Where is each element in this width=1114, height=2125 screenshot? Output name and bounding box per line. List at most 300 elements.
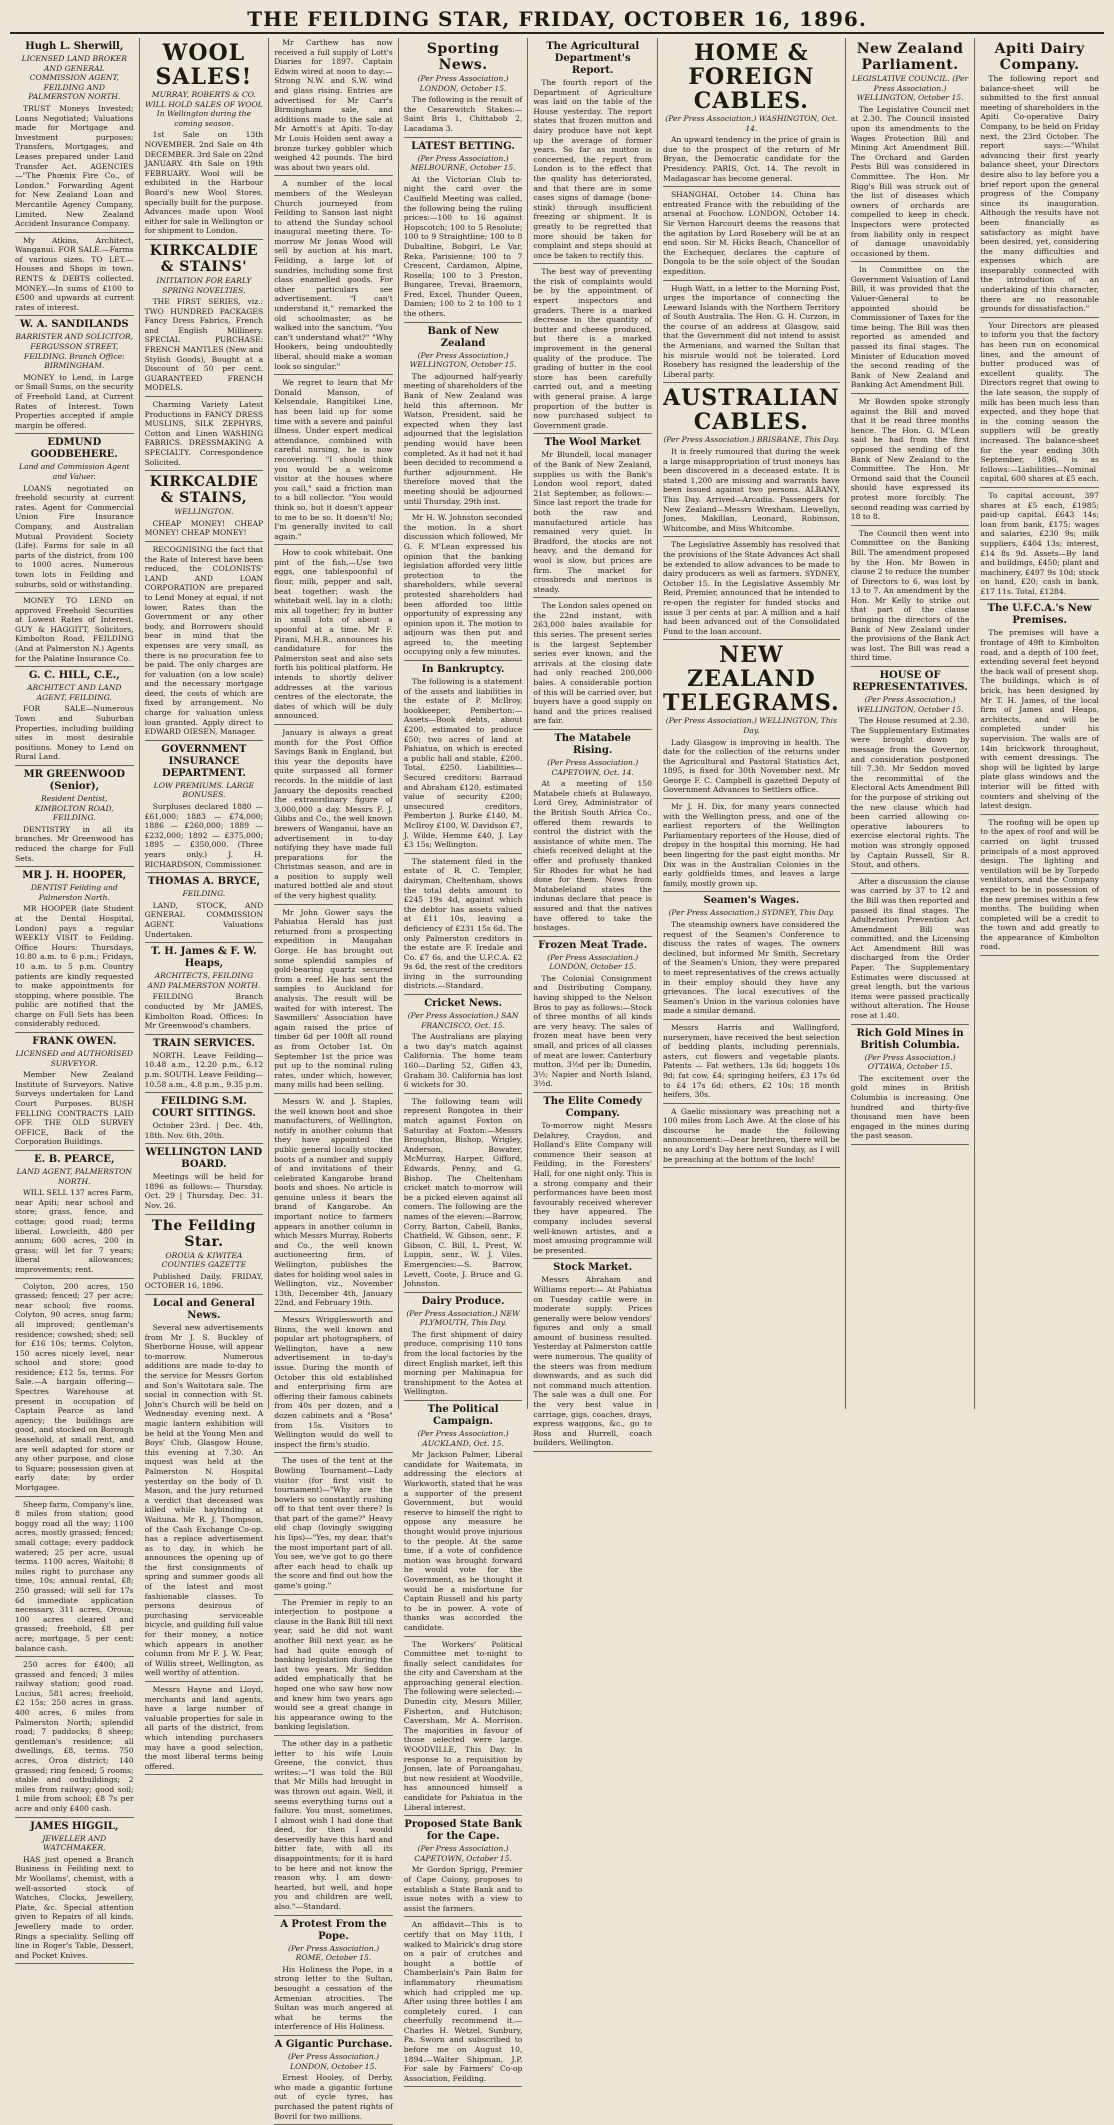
article	[274, 548, 393, 721]
article-heading: MR J. H. HOOPER,	[22, 870, 127, 882]
column-rule	[145, 396, 264, 397]
column-rule	[980, 814, 1099, 815]
article-body: FEILDING Branch conducted by Mr JAMES, Kimbolton Road. Offices: In Mr Greenwood's chambers.	[144, 992, 264, 1031]
article-subheading: WELLINGTON.	[174, 507, 234, 517]
article-subheading: (Per Press Association.) SYDNEY, This Day.	[668, 908, 835, 918]
article-heading: HOME & FOREIGN CABLES.	[688, 40, 815, 114]
article-heading: TRAIN SERVICES.	[152, 1037, 255, 1049]
article	[274, 38, 393, 172]
column-rule	[533, 1258, 652, 1259]
article	[15, 596, 134, 663]
article	[15, 41, 134, 229]
article-subheading: LICENSED and AUTHORISED SURVEYOR.	[15, 1049, 133, 1068]
article	[404, 1920, 523, 2083]
article-body: Messrs Harris and Wallingford, nurserymen, have received the best selection of bedding plants, including perennials, asters, cut flowers and vegetable plants. Patents — Fat wethers, 13s 6d; hoggets 10s 9d; fat cow, £4; springing heifers, £3 17s 6d to £4 17s 6d; others, £2 10s; 18 month heifers, 30s.	[662, 1022, 840, 1100]
article-subheading: MURRAY, ROBERTS & CO. WILL HOLD SALES OF WOOL In Wellington during the coming season.	[144, 90, 263, 128]
column-rule	[404, 137, 523, 138]
article-heading: New Zealand Parliament.	[856, 41, 964, 73]
column-rule	[980, 487, 1099, 488]
article-body: To capital account, 397 shares at £5 each, £1985; paid-up capital, £643 14s; loan from bank, £175; wages and salaries, £230 9s; milk suppliers, £404 13s; interest, £14 8s 9d. Assets—By land and buildings, £450; plant and machinery, £497 9s 10d; stock on hand, £20; cash in bank, £17 11s. Total, £1284.	[980, 490, 1099, 596]
article	[274, 728, 393, 901]
column-rule	[15, 1963, 134, 1964]
article	[274, 1919, 393, 2032]
column-rule	[145, 872, 264, 873]
article	[15, 769, 134, 863]
article	[663, 284, 840, 380]
article-body: The excitement over the gold mines in British Columbia is increasing. One hundred and thirty-five thousand men have been engaged in the mines during the past season.	[850, 1073, 970, 1141]
column-4	[398, 38, 528, 2083]
column-rule	[533, 597, 652, 598]
article-body: Messrs Abraham and Williams report:— At Pahiatua on Tuesday cattle were in moderate supply. Prices generally were below vendors' figures and only a small amount of business resulted. Yesterday at Palmerston cattle were numerous. The quality of the steers was from medium downwards, and as such did not command much attention. The sale was a dull one. For the very best value in carriage, gigs, coaches, drays, express waggons, &c., go to Ross and Hurrell, coach builders, Wellington.	[533, 1275, 652, 1448]
article	[663, 41, 840, 183]
article-body: The Legislative Council met at 2.30. The Council insisted upon its amendments to the Wages Protection Bill and Mining Act Amendment Bill. The Orchard and Garden Pests Bill was considered in Committee. The Hon. Mr Rigg's Bill was struck out of the list of diseases which owners of orchards are compelled to keep in check. Inspectors were protected from liability only in respect of damage unavoidably occasioned by them.	[850, 104, 970, 258]
article-subheading: (Per Press Association.) LONDON, October 15.	[287, 2051, 380, 2071]
article-body: The Workers' Political Committee met to-night to finally select candidates for the city and Caversham at the approaching general election. The following were selected:—Dunedin city, Messrs Miller, Fisherton, and Hutchison; Caversham, Mr A. Morrison. The majorities in favour of those selected were large. WOODVILLE, This Day. In response to a requisition by Jonsen, late of Poroangahau, but now resident at Woodville, has announced himself a candidate for Pahiatua in the Liberal interest.	[403, 1639, 523, 1812]
article-subheading: ARCHITECTS, FEILDING AND PALMERSTON NORTH.	[147, 971, 261, 990]
article	[663, 643, 840, 795]
article	[404, 1404, 523, 1632]
article-heading: KIRKCALDIE & STAINS,	[149, 474, 259, 507]
article-heading: JAMES HIGGIL,	[30, 1820, 119, 1832]
column-rule	[145, 942, 264, 943]
article-heading: A Protest From the Pope.	[280, 1918, 387, 1942]
article	[533, 437, 652, 594]
article-body: Mr J. H. Dix, for many years connected with the Wellington press, and one of the earliest reporters of the Wellington Parliamentary reporters of the House, died of dropsy in the hospital this morning. He had been lingering for the past eight months. Mr Dix was in the Australian Colonies in the early goldfields times, and leaves a large family, mostly grown up.	[662, 802, 840, 888]
article	[274, 1097, 393, 1308]
column-rule	[663, 280, 840, 281]
article-heading: The Political Campaign.	[427, 1404, 499, 1428]
article	[274, 1598, 393, 1732]
article	[15, 319, 134, 430]
article-body: Hugh Watt, in a letter to the Morning Post, urges the importance of connecting the Leeward Islands with the Northern Territory of South Australia. The Hon. G. H. Curzon, in the course of an address at Glasgow, said that the Government did not intend to assist the Armenians, and warned the Sultan that his misrule would not be tolerated. Lord Rosebery has resigned the leadership of the Liberal party.	[662, 283, 840, 379]
column-rule	[404, 2086, 523, 2087]
article	[15, 670, 134, 762]
article-body: The fourth report of the Department of Agriculture was laid on the table of the House yesterday. The report states that frozen mutton and dairy produce have not kept up the average of former years. So far as mutton is concerned, the report from London is to the effect that the quality has deteriorated, and that there are in some cases signs of damage (bone-stink) through insufficient freezing or shipment. It is greatly to be regretted that more should be taken for complaint and steps should at once be taken to rectify this.	[533, 78, 652, 260]
article-body: MONEY TO LEND on approved Freehold Securities at Lowest Rates of Interest. GUY & HAGGITT, Solicitors, Kimbolton Road, FEILDING (And at Palmerston N.) Agents for the Palatine Insurance Co.	[15, 596, 134, 663]
column-rule	[15, 433, 134, 434]
article-subheading: ARCHITECT AND LAND AGENT, FEILDING.	[27, 683, 122, 702]
column-rule	[15, 666, 134, 667]
column-rule	[145, 1294, 264, 1295]
article	[145, 1298, 264, 1678]
article-heading: WELLINGTON LAND BOARD.	[145, 1147, 263, 1171]
article-subheading: FEILDING.	[182, 889, 226, 899]
article-heading: EDMUND GOODBEHERE.	[30, 437, 118, 461]
column-rule	[145, 1774, 264, 1775]
column-rule	[533, 433, 652, 434]
article-body: TRUST Moneys Invested; Loans Negotiated; Valuations made for Mortgage and Investment purposes; Transfers, Mortgages, and Leases prepared under Land Transfer Act. AGENCIES—"The Phœnix Fire Co., of London." Forwarding Agent for New Zealand Loan and Mercantile Agency Company, Limited. New Zealand Accident Insurance Company.	[15, 103, 134, 229]
column-rule	[663, 891, 840, 892]
article-heading: The Matabele Rising.	[554, 733, 632, 756]
article-subheading: (Per Press Association.) WELLINGTON, This Day.	[665, 716, 837, 735]
column-rule	[851, 873, 970, 874]
article-body: Messrs W. and J. Staples, the well known boot and shoe manufacturers, of Wellington, notify in another column that they have appointed the public general locally stocked boots of a number and supply of and invitations of their celebrated Kangarobe brand boots and shoes. No article is genuine unless it bears the brand of Kangarobe. An important notice to farmers appears in another column in which Messrs Murray, Roberts and Co., the well known auctioneering firm, of Wellington, publishes the dates for holding wool sales in Wellington, viz., November 13th, December 4th, January 22nd, and February 19th.	[274, 1096, 393, 1308]
column-rule	[145, 1214, 264, 1215]
article	[851, 877, 970, 1021]
column-8	[974, 38, 1104, 1409]
article-heading: The Wool Market	[544, 437, 641, 449]
article	[145, 400, 264, 467]
column-rule	[145, 470, 264, 471]
column-rule	[274, 904, 393, 905]
column-rule	[404, 1916, 523, 1917]
article-subheading: (Per Press Association.) ROME, October 15.	[287, 1943, 380, 1963]
article	[851, 670, 970, 870]
article-body: CHEAP MONEY! CHEAP MONEY! CHEAP MONEY!	[144, 518, 264, 538]
column-rule	[851, 666, 970, 667]
column-rule	[274, 724, 393, 725]
article	[145, 744, 264, 869]
column-rule	[15, 315, 134, 316]
column-rule	[274, 1311, 393, 1312]
article-body: Mr Gordon Sprigg, Premier of Cape Colony, proposes to establish a State Bank and to issue notes with a view to assist the farmers.	[403, 1865, 523, 1913]
column-rule	[404, 660, 523, 661]
column-rule	[274, 1093, 393, 1094]
article	[15, 1036, 134, 1147]
article-body: In Committee on the Government Valuation of Land Bill, it was provided that the Valuer-General to be appointed should be Commissioner of Taxes for the time being. The Bill was then reported as amended and passed its final stages. The Minister of Education moved the second reading of the Bank of New Zealand and Banking Act Amendment Bill.	[850, 265, 970, 390]
article-body: MR HOOPER (late Student at the Dental Hospital, London) pays a regular WEEKLY VISIT to Feilding. Office Hours: Thursdays, 10.80 a.m. to 6 p.m.; Fridays, 10 a.m. to 5 p.m. Country patients are kindly requested to make appointments for stopping, where possible. The public are notified that the charge on Full Sets has been considerably reduced.	[15, 904, 134, 1029]
article-heading: FEILDING S.M. COURT SITTINGS.	[152, 1096, 256, 1120]
article	[404, 141, 523, 319]
article-subheading: Resident Dentist, KIMBOLTON ROAD, FEILDING.	[34, 794, 114, 823]
article	[663, 190, 840, 276]
article-body: The roofing will be open up to the apex of roof and will be carried on light trussed principals of a most approved design. The lighting and ventilation will be by Torpedo ventilators, and the Company expect to be in possession of the new premises within a few months. The building when completed will be a credit to the town and add greatly to the appearance of Kimbolton road.	[980, 817, 1099, 952]
article	[15, 1154, 134, 1275]
column-rule	[15, 765, 134, 766]
column-rule	[663, 639, 840, 640]
article-subheading: LOW PREMIUMS. LARGE BONUSES.	[153, 780, 255, 800]
article-body: SHANGHAI, October 14. China has entreated France with the rebuilding of the arsenal at Foochow. LONDON, October 14. Sir Vernon Harcourt deems the reasons that the agitation by Lord Rosebery will be at an end soon. Sir M. Hicks Beach, Chancellor of the Exchequer, declares the capture of Dongola to be the sole object of the Soudan expedition.	[662, 190, 840, 276]
article	[145, 876, 264, 939]
article	[663, 1107, 840, 1165]
article-body: Charming Variety Latest Productions in FANCY DRESS MUSLINS, SILK ZEPHYRS, Cotton and Linen WASHING FABRICS. DRESSMAKING A SPECIALTY. Correspondence Solicited.	[144, 400, 264, 467]
article	[145, 1096, 264, 1140]
column-rule	[980, 317, 1099, 318]
article-body: DENTISTRY in all its branches. Mr Greenwood has reduced the charge for Full Sets.	[15, 824, 134, 863]
article-body: The first shipment of dairy produce, comprising 110 tons from the local factories by the direct English market, left this morning per Mahinapua for transhipment to the Aotea at Wellington.	[403, 1329, 523, 1397]
column-rule	[145, 541, 264, 542]
column-7	[845, 38, 975, 1409]
article-body: The House resumed at 2.30. The Supplementary Estimates were brought down by message from the Governor, and consideration postponed till 7.30. Mr Seddon moved the recommittal of the Electoral Acts Amendment Bill for the purpose of striking out the new clause which had been carried allowing co-operative labourers to exercise electoral rights. The motion was strongly opposed by Captain Russell, Sir R. Stout, and others.	[850, 716, 970, 870]
article-body: An affidavit—This is to certify that on May 11th, I walked to Malrick's drug store on a pair of crutches and bought a bottle of Chamberlain's Pain Balm for inflammatory rheumatism which had crippled me up. After using three bottles I am completely cured. I can cheerfully recommend it.—Charles H. Wetzel, Sunbury, Pa. Sworn and subscribed to before me on August 10, 1894.—Walter Shipman, J.P. For sale by Farmers' Co-op Association, Feilding.	[403, 1920, 523, 2083]
article-subheading: (Per Press Association.) LONDON, October 15.	[547, 952, 639, 972]
column-rule	[404, 322, 523, 323]
column-1	[10, 38, 139, 1960]
article-body: An upward tendency in the price of grain is due to the prospect of the return of Mr Bryan, the Democratic candidate for the Presidency. PARIS, Oct. 14. The revolt in Madagascar has become general.	[662, 135, 840, 183]
article-subheading: (Per Press Association.) OTTAWA, October 15.	[864, 1052, 956, 1072]
column-rule	[274, 544, 393, 545]
column-rule	[404, 1292, 523, 1293]
article-body: Mr Jackson Palmer, Liberal candidate for Waitemata, in addressing the electors at Warkworth, stated that he was a supporter of the present Government, but would reserve to himself the right to oppose any measure he thought would prove injurious to the people. At the same time, if a vote of confidence motion was brought forward he would vote for the Government, as he thought it would be a misfortune for Captain Russell and his party to be in power. A vote of thanks was accorded the candidate.	[403, 1450, 523, 1632]
article-heading: WOOL SALES!	[155, 40, 253, 90]
article-body: October 23rd. | Dec. 4th, 18th. Nov. 6th, 20th.	[144, 1121, 264, 1140]
article-body: The following team will represent Rongotea in their match against Foxton on Saturday at Foxton:—Messrs Broughton, Bishop, Wrigley, Anderson, Bowater, McMurray, Harper, Gifford, Edwards, Penny, and G. Bishop. The Cheltenham cricket match to-morrow will be a picked eleven against all comers. The following are the names of the eleven:—Barrow, Corry, Barton, Cabell, Banks, Chatfield, W. Gibson, senr., F. Gibson, C. Bill, L. Prest, W. Luppin, senr., W. J. Viles. Emergencies:—S. Barrow, Levett, Coote, J. Bruce and G. Johnston.	[403, 1096, 523, 1289]
column-rule	[404, 853, 523, 854]
column-rule	[15, 232, 134, 233]
article-body: The adjourned half-yearly meeting of shareholders of the Bank of New Zealand was held this afternoon. Mr Watson, President, said he expected when they last adjourned that the legislation pending would have been completed. As it had not it had been decided to recommend a further adjournment. He therefore moved that the meeting should be adjourned until Thursday, 29th inst.	[403, 371, 523, 506]
article-body: The Australians are playing a two day's match against California. The home team 160—Darling 52, Giffen 43, Graham 30. California has lost 6 wickets for 30.	[403, 1032, 523, 1090]
article-body: Your Directors are pleased to inform you that the factory has been run on economical lines, and the amount of butter produced was of excellent quality. The Directors regret that owing to the late season, the supply of milk has been much less than expected, and they hope that in the coming season the suppliers will be greatly increased. The balance-sheet for the year ending 30th September, 1896, is as follows:—Liabilities—Nominal capital, 600 shares at £5 each.	[980, 320, 1099, 484]
article-body: The statement filed in the estate of R. C. Templer, dairyman, Cheltenham, shows the total debts amount to £245 19s 4d, against which the debtor has assets valued at £11 10s, leaving a deficiency of £231 15s 6d. The only Palmerston creditors in the estate are F. Iredale and Co. £7 6s, and the U.F.C.A. £2 9s 6d, the rest of the creditors living in the surrounding districts.—Standard.	[403, 856, 523, 991]
column-rule	[663, 1019, 840, 1020]
article-heading: Hugh L. Sherwill,	[25, 41, 124, 52]
column-rule	[15, 1032, 134, 1033]
article-heading: Cricket News.	[424, 998, 502, 1010]
article-body: NORTH. Leave Feilding—10.48 a.m., 12.20 p.m., 6.12 p.m. SOUTH. Leave Feilding—10.58 a.m., 4.8 p.m., 9.35 p.m.	[144, 1050, 264, 1089]
article-subheading: (Per Press Association.) AUCKLAND, Oct. 15.	[417, 1429, 509, 1448]
article	[404, 664, 523, 850]
article	[663, 895, 840, 1016]
article-heading: T. H. James & F. W. Heaps,	[151, 946, 257, 970]
article-heading: AUSTRALIAN CABLES.	[662, 385, 840, 436]
column-rule	[145, 740, 264, 741]
article-subheading: (Per Press Association.) SAN FRANCISCO, Oct. 15.	[407, 1011, 519, 1030]
column-rule	[404, 994, 523, 995]
article-heading: Local and General News.	[152, 1298, 255, 1322]
masthead-title: THE FEILDING STAR, FRIDAY, OCTOBER 16, 1896.	[10, 6, 1104, 34]
column-rule	[404, 509, 523, 510]
article-body: Surpluses declared 1880 — £61,000; 1883 — £74,000; 1886 — £260,000; 1889 — £232,000; 1892 — £375,000; 1895 — £350,000. (Three years only.) J. H. RICHARDSON, Commissioner.	[144, 802, 264, 869]
article	[145, 1218, 264, 1291]
article	[145, 474, 264, 538]
article	[274, 1315, 393, 1449]
column-rule	[533, 729, 652, 730]
article-body: Ernest Hooley, of Derby, who made a gigantic fortune out of cycle tyres, has purchased the patent rights of Bovril for two millions.	[274, 2073, 393, 2121]
article	[980, 321, 1099, 484]
article-body: The Council then went into Committee on the Banking Bill. The amendment proposed by the Hon. Mr Bowen in clause 2 to reduce the number of Directors to 6, was lost by 13 to 7. An amendment by the Hon. Mr Kelly to strike out that part of the clause bringing the directors of the Bank of New Zealand under the provisions of the Bank Act was lost. The Bill was read a third time.	[850, 528, 970, 663]
article	[15, 236, 134, 313]
article-heading: Apiti Dairy Company.	[994, 41, 1085, 73]
article-body: Mr John Gower says the Pahiatua Herald has just returned from a prospecting expedition in Maugahan Gorge. He has brought out some splendid samples of gold-bearing quartz secured from a reef. He has sent the samples to Auckland for analysis. The result will be waited for with interest. The Sawmillers' Association have again raised the price of timber 6d per 100ft all round as from October 1st. On September 1st the price was put up to the nominal ruling rates, under which, however, many mills had been selling.	[274, 907, 393, 1090]
article-heading: THOMAS A. BRYCE,	[147, 876, 261, 888]
column-5	[527, 38, 657, 1448]
article-heading: GOVERNMENT INSURANCE DEPARTMENT.	[161, 743, 247, 779]
article	[663, 1023, 840, 1100]
article-subheading: LEGISLATIVE COUNCIL. (Per Press Association.) WELLINGTON, October 15.	[852, 74, 969, 103]
column-rule	[15, 866, 134, 867]
article	[404, 1296, 523, 1397]
article	[145, 545, 264, 737]
article	[533, 1096, 652, 1255]
article-body: LOANS negotiated on freehold security at current rates. Agent for Commercial Union Fire Insurance Company, and Australian Mutual Provident Society (Life). Farms for sale in all parts of the district, from 100 to 1000 acres. Numerous town lots in Feilding and suburbs, sold or withstanding.	[15, 483, 134, 589]
column-rule	[851, 1024, 970, 1025]
article	[15, 437, 134, 589]
article-body: The Premier in reply to an interjection to postpone a clause in the Bank Bill till next year, said he did not want another Bill next year, as he had had quite enough of banking legislation during the last two years. Mr Seddon added emphatically that he hoped one who saw how now and knew him two years ago would see a great change in his appearance owing to the banking legislation.	[274, 1597, 393, 1732]
column-rule	[15, 1817, 134, 1818]
article-body: It is freely rumoured that during the week a large misappropriation of trust moneys has been discovered in a deceased estate. It is stated 1,200 are missing and warrants have been issued against two persons. ALBANY, This Day. Arrived—Arcadia. Passengers for New Zealand—Messrs Wrexham, Llewellyn, Jones, Makillan, Leonard, Robinson, Whitcombe, and Miss Whitcombe.	[662, 447, 840, 533]
article-body: HAS just opened a Branch Business in Feilding next to Mr Woollams', chemist, with a well-assorted stock of Watches, Clocks, Jewellery, Plate, &c. Special attention given to Repairs of all kinds. Jewellery made to order. Rings a speciality. Selling off line in Roger's Table, Dessert, and Pocket Knives.	[15, 1854, 134, 1960]
article	[145, 41, 264, 236]
article-body: 250 acres for £400; all grassed and fenced; 3 miles railway station; good road. Lucius, 581 acres; freehold, £2 15s; 250 acres in grass. 400 acres, 6 miles from Palmerston North; splendid road; 7 paddocks; 8 sheep; gentleman's residence; all dwellings, £8, terms. 750 acres, Oroa district; 140 grassed; ring fenced; 5 rooms; stable and outbuildings; 2 miles from railway; good soil; 1 mile from school; £8 7s per acre and only £400 cash.	[15, 1660, 134, 1813]
article-subheading: (Per Press Association.) LONDON, October 15.	[417, 74, 509, 93]
article	[851, 397, 970, 522]
article-body: The following report and balance-sheet will be submitted to the first annual meeting of shareholders in the Apiti Co-operative Dairy Company, to be held on Friday next, the 23rd October. The report says:—"Whilst advancing their first yearly balance sheet, your Directors desire also to lay before you a brief report upon the general progress of the Company since its inauguration. Although the results have not been financially as satisfactory as might have been desired, yet, considering the many difficulties and expenses which are inseparably connected with the introduction of an undertaking of this character, there are no reasonable grounds for dissatisfaction."	[980, 74, 1099, 314]
article-heading: Seamen's Wages.	[703, 895, 800, 907]
column-rule	[15, 1150, 134, 1151]
column-rule	[851, 261, 970, 262]
article-body: After a discussion the clause was carried by 37 to 12 and the Bill was then reported and passed its final stages. The Adulteration Prevention Act Amendment Bill was committed, and the Licensing Act Amendment Bill was discharged from the Order Paper. The Supplementary Estimates were discussed at great length, but the various items were passed practically without alteration. The House rose at 1.40.	[850, 876, 970, 1021]
article-body: At the Victorian Club to-night the card over the Caulfield Meeting was called, the following being the ruling prices:—100 to 16 against Hopscotch; 100 to 5 Resolute; 100 to 9 Straightline; 100 to 8 Dubaltine, Bobgirl, Le Var, Reka, Parisienne; 100 to 7 Crescent, Cardamon, Alpine, Rosella; 100 to 3 Preston, Bungaree, Trevai, Braemorn, Fred, Excel, Thunder Queen, Damien; 100 to 2 to 100 to 1 the others.	[403, 174, 523, 319]
column-rule	[15, 1496, 134, 1497]
article-subheading: LICENSED LAND BROKER AND GENERAL COMMISSION AGENT, FEILDING AND PALMERSTON NORTH.	[21, 54, 127, 102]
article-body: Several new advertisements from Mr J. S. Buckley of Sherborne House, will appear to-morrow. Numerous additions are made to-day to the service for Messrs Gorton and Son's Waitotara sale. The social in connection with St. John's Church will be held on Wednesday evening next. A magic lantern exhibition will be held at the Young Men and Boys' Club, Glasgow House, this evening at 7.30. An inquest was held at the Palmerston N. Hospital yesterday on the body of D. Mason, and the jury returned a verdict that deceased was killed while haybinding at Waituna. Mr R. J. Thompson, of the Cash Exchange Co-op. has a replace advertisement as to day, in which he announces the opening up of the first consignments of spring and summer goods all of the latest and most fashionable classes. To persons desirous of purchasing serviceable bicycle, and guilding full value for their money, a notice which appears in another column from Mr F. J. W. Fear, of Willis street, Wellington, as well worthy of attention.	[144, 1323, 264, 1678]
article-body: A Gaelic missionary was preaching not a 100 miles from Loch Awe. At the close of his discourse he made the following announcement:—Dear brethren, there will be no any Lord's Day here next Sunday, as I will be preaching at the bottom of the loch!	[662, 1106, 840, 1164]
article-body: Mr H. W. Johnston seconded the motion. In a short discussion which followed, Mr G. F. M'Lean expressed his opinion that the banking legislation afforded very little protection to the shareholders, while several protested shareholders had been afforded too little opportunity of expressing any opinion upon it. The motion to adjourn was then put and agreed to, the meeting occupying only a few minutes.	[403, 513, 523, 657]
article-body: The best way of preventing the risk of complaints would be by the appointment of expert inspectors and graders. There is a marked decrease in the quantity of butter and cheese produced, but there is a marked improvement in the general quality of the produce. The grading of butter in the cool store has been carefully carried out, and a meeting with general praise. A large proportion of the butter is now purchased subject to Government grade.	[533, 267, 652, 430]
column-rule	[145, 1143, 264, 1144]
article-body: LAND, STOCK, AND GENERAL COMMISSION AGENT. Valuations Undertaken.	[144, 900, 264, 939]
article-body: Messrs Hayne and Lloyd, merchants and land agents, have a large number of valuable properties for sale in all parts of the district, from which intending purchasers may have a good selection, the most liberal terms being offered.	[144, 1685, 264, 1771]
article	[851, 529, 970, 663]
article-body: The following is the result of the Cesarewitch Stakes:—Saint Bris 1, Chittabob 2, Lacadama 3.	[403, 95, 523, 133]
article-subheading: DENTIST Feilding and Palmerston North.	[30, 883, 118, 902]
article	[145, 1147, 264, 1210]
article-subheading: (Per Press Association.) WELLINGTON, October 15.	[856, 695, 964, 714]
article-body: My Atkins, Architect, Wanganui. FOR SALE.—Farms of various sizes. TO LET.—Houses and Shops in town. RENTS & DEBTS collected. MONEY.—In sums of £100 to £500 and upwards at current rates of interest.	[15, 235, 134, 312]
article-body: To-morrow night Messrs Delahrey, Craydon, and Holland's Elite Company will commence their season at Feilding, in the Foresters' Hall, for one night only. This is a strong company and their performances have been most favourably received wherever they have appeared. The company includes several well-known artistes, and a most amusing programme will be presented.	[533, 1121, 652, 1255]
column-rule	[663, 798, 840, 799]
column-2	[139, 38, 269, 1771]
article-heading: FRANK OWEN.	[32, 1036, 117, 1048]
article-heading: Rich Gold Mines in British Columbia.	[856, 1027, 964, 1051]
article-heading: Dairy Produce.	[421, 1295, 505, 1307]
article-heading: G. C. HILL, C.E.,	[28, 670, 120, 682]
column-rule	[274, 1452, 393, 1453]
article-body: His Holiness the Pope, in a strong letter to the Sultan, besought a cessation of the Armenian atrocities. The Sultan was much angered at what he terms the interference of His Holiness.	[274, 1964, 393, 2032]
article-heading: KIRKCALDIE & STAINS'	[149, 242, 259, 275]
column-rule	[533, 936, 652, 937]
article-subheading: (Per Press Association.) WELLINGTON, October 15.	[409, 350, 517, 370]
article-body: Colyton, 200 acres, 150 grassed; fenced; 27 per acre; near school; five rooms. Colyton, 90 acres, snug farm; all improved; gentleman's residence; cowshed; shed; sell for £16 10s; terms. Colyton, 150 acres nicely level, near school and store; good residence; £12 5s, terms. For Sale.—A bargain offering—Spectres Warehouse at present in occupation of Captain Pearce as land agency; the buildings are good, and stocked on Borough leasehold, at small rent, and are well adapted for store or any other purpose, and close to Square; possession given at early date; by order Mortgagee.	[15, 1281, 134, 1492]
article	[980, 41, 1099, 314]
column-rule	[274, 1594, 393, 1595]
column-rule	[274, 374, 393, 375]
article-body: Published Daily. FRIDAY, OCTOBER 16, 1896.	[144, 1271, 264, 1291]
article-subheading: Land and Commission Agent and Valuer.	[19, 462, 130, 481]
article	[145, 243, 264, 393]
article	[274, 2039, 393, 2121]
column-6	[657, 38, 845, 1409]
article-subheading: BARRISTER AND SOLICITOR, FERGUSSON STREET, FEILDING. Branch Office: BIRMINGHAM.	[15, 332, 134, 371]
article-heading: LATEST BETTING.	[411, 140, 515, 152]
article	[15, 1500, 134, 1654]
article	[404, 1819, 523, 1913]
article-subheading: OROUA & KIWITEA COUNTIES GAZETTE	[161, 1250, 247, 1270]
article	[533, 733, 652, 933]
article-body: The Colonial Consignment and Distributing Company, having shipped to the Nelson Bros to pay as follows:—Stock of three months of all kinds are very heavy. The sales of frozen meat have been very small, and prices of all classes of meat are lower. Canterbury mutton, 3½d per lb; Dunedin, 3½; Napier and North Island, 3½d.	[533, 973, 652, 1089]
article-subheading: LAND AGENT, PALMERSTON NORTH.	[16, 1167, 132, 1186]
article-heading: HOUSE OF REPRESENTATIVES.	[852, 670, 968, 694]
article	[404, 1640, 523, 1813]
article-heading: The Feilding Star.	[151, 1217, 256, 1250]
article-heading: Stock Market.	[553, 1262, 633, 1274]
article	[533, 1262, 652, 1448]
article-subheading: (Per Press Association.) WASHINGTON, Oct. 14.	[665, 114, 838, 133]
article-subheading: (Per Press Association.) BRISBANE, This Day.	[663, 435, 840, 445]
article	[980, 818, 1099, 952]
article-body: The other day in a pathetic letter to his wife Louis Greene, the convict, thus writes:—"I was told the Bill that Mr Mills had brought in was thrown out again. Well, it seems everything turns out a failure. You must, sometimes, I almost wish I had done that deed, for then I would deservedly have this hard and bitter fate, with all its disappointments; for it is hard to be here and not know the reason why. I am down-hearted, but well, and hope you and children are well, also."—Standard.	[274, 1738, 393, 1912]
article-body: Mr Blundell, local manager of the Bank of New Zealand, supplies us with the Bank's London wool report, dated 21st September, as follows:—Since last report the trade for both the raw and manufactured article has remained very quiet. In Bradford, the stocks are not heavy, and the demand for wool is slow, but prices are firm. The market for crossbreds and merinos is steady.	[533, 450, 652, 594]
column-rule	[980, 955, 1099, 956]
article-heading: Bank of New Zealand	[427, 325, 499, 349]
article	[533, 601, 652, 726]
article-body: Mr Carthew has now received a full supply of Lott's Diaries for 1897. Captain Edwin wired at noon to day:—Strong N.W. and S.W. wind and glass rising. Entries are advertised for Mr Carr's Birmingham sale, and additions made to the sale at Mr Arnott's at Apiti. To-day Mr Louis Holden sent away a bronze turkey gobbler which weighed 42 pounds. The bird was about two years old.	[274, 38, 393, 172]
article	[663, 386, 840, 533]
column-rule	[145, 1681, 264, 1682]
article	[404, 998, 523, 1090]
column-rule	[15, 1656, 134, 1657]
article	[145, 1038, 264, 1089]
column-rule	[274, 2035, 393, 2036]
article-body: THE FIRST SERIES, viz.: TWO HUNDRED PACKAGES Fancy Dress Fabrics, French and English Millinery. SPECIAL PURCHASE: FRENCH MANTLES (New and Stylish Goods), Bought at a Discount of 50 per cent. GUARANTEED FRENCH MODELS.	[144, 297, 264, 393]
article	[533, 940, 652, 1089]
column-rule	[145, 1034, 264, 1035]
article-body: The steamship owners have considered the request of the Seamen's Conference to discuss the rates of wages. The owners declined, but informed Mr Smith, Secretary of the Seamen's Union, they were prepared to meet representatives of the crews actually in their employ should they have any grievances. The local executives of the Seamen's Union in the various colonies have made a similar demand.	[662, 920, 840, 1016]
article	[274, 179, 393, 371]
article	[404, 513, 523, 657]
article-body: Member New Zealand Institute of Surveyors. Native Surveys undertaken for Land Court Purposes. BUSH FELLING CONTRACTS LAID OFF. THE OLD SURVEY OFFICE, Back of the Corporation Buildings.	[15, 1070, 134, 1147]
article	[404, 1097, 523, 1289]
article	[274, 1739, 393, 1912]
column-3	[268, 38, 398, 2121]
column-rule	[663, 1103, 840, 1104]
article	[851, 265, 970, 390]
article	[533, 267, 652, 430]
column-rule	[404, 1093, 523, 1094]
column-rule	[15, 1278, 134, 1279]
article	[663, 540, 840, 636]
article-heading: A Gigantic Purchase.	[274, 2038, 393, 2050]
article-heading: The Elite Comedy Company.	[543, 1096, 642, 1119]
article-body: RECOGNISING the fact that the Rate of Interest have been reduced, the COLONISTS' LAND AND LOAN CORPORATION are prepared to Lend Money at equal, if not lower, Rates than the Government or any other body, and Borrowers should bear in mind that the expenses are very small, as there is no procuration fee to be paid. The only charges are for valuation (on a low scale) and the necessary mortgage deed, the costs of which are fixed by arrangement. No charge for valuation unless loan granted. Apply direct to EDWARD OIESEN, Manager.	[144, 544, 264, 737]
article-body: The Legislative Assembly has resolved that the provisions of the State Advances Act shall be extended to allow advances to be made to dairy producers as well as farmers. SYDNEY, October 15. In the Legislative Assembly Mr Reid, Premier, announced that he intended to re-open the register for funded stocks and issue 3 per cents at par. A million and a half had been advanced out of the Consolidated Fund to the loan account.	[662, 540, 840, 636]
column-rule	[851, 1144, 970, 1145]
column-rule	[663, 186, 840, 187]
column-rule	[533, 1092, 652, 1093]
article-subheading: (Per Press Association.) MELBOURNE, October 15.	[410, 153, 516, 173]
article	[145, 1685, 264, 1771]
article	[274, 1456, 393, 1590]
article-body: Meetings will be held for 1896 as follows:— Thursday, Oct. 29 | Thursday, Dec. 31. Nov. 26.	[144, 1172, 264, 1211]
article-body: January is always a great month for the Post Office Savings Bank in England, but this year the deposits have quite surpassed all former records. In the middle of last January the deposits reached the extraordinary figure of 3,000,000 a day. Messrs F. J. Gibbs and Co., the well known brewers of Wanganui, have an advertisement in to-day notifying they have made full preparations for the Christmas season, and are in a position to supply well matured bottled ale and stout of the very highest quality.	[274, 727, 393, 901]
article	[145, 946, 264, 1031]
article-body: FOR SALE—Numerous Town and Suburban Properties, including building sites in most desirable positions. Money to Lend on Rural Land.	[15, 704, 134, 762]
article-subheading: INITIATION FOR EARLY SPRING NOVELTIES.	[156, 275, 252, 295]
article-subheading: (Per Press Association.) CAPETOWN, Oct. 14.	[547, 758, 639, 777]
article	[404, 326, 523, 507]
article-body: MONEY to Lend, in Large or Small Sums, on the security of Freehold Land, at Current Rates of Interest. Town Properties accepted if ample margin be offered.	[15, 372, 134, 430]
article	[533, 41, 652, 260]
article	[851, 41, 970, 258]
article-body: We regret to learn that Mr Donald Manson, of Kelsendale, Rangitikei Line, has been laid up for some time with a severe and painful illness. Under expert medical attendance, combined with careful nursing, he is now recovering. "I should think you would be a welcome visitor at the houses where you call," said a friction man to a bill collector. "You would think so, but it doesn't appear to me to be so. It doesn't! No; I'm generally invited to call again."	[274, 378, 393, 541]
column-rule	[404, 1815, 523, 1816]
article-heading: W. A. SANDILANDS	[19, 319, 129, 331]
article-body: Sheep farm, Company's line, 8 miles from station; good boggy road all the way; 1100 acres, mostly grassed; fenced; small cottage; every paddock watered; 25 per acre, usual terms. 1100 acres, Waitohi; 8 miles right to purchase any time, 10s; annual rental, £8; 250 grassed; will sell for 17s 6d immediate application necessary. 311 acres, Oroua; 100 acres cleared and grassed; freehold, £8 per acre; mortgage, 5 per cent; balance cash.	[15, 1499, 134, 1653]
article	[15, 870, 134, 1029]
article-body: At a meeting of 150 Matabele chiefs at Bulawayo, Lord Grey, Administrator of the British South Africa Co., offered them rewards to control the district with the assistance of white men. The chiefs received delight at the offer and profusely thanked Sir Rhodes for what he had done for them. Nows from Matabeleland states the indunas declare that peace is assured and that the natives have offered to take the hostages.	[533, 779, 652, 933]
article-subheading: JEWELLER AND WATCHMAKER,	[42, 1833, 107, 1853]
article	[404, 857, 523, 991]
article	[663, 802, 840, 888]
column-rule	[145, 1092, 264, 1093]
article-heading: NEW ZEALAND TELEGRAMS.	[663, 642, 840, 717]
article-body: The uses of the tent at the Bowling Tournament—Lady visitor (for first visit to tournament)—"Why are the bowlers so constantly rushing off to that tent over there? Is that part of the game?" Heavy old chap (lovingly swigging his lips)—"Yes, my dear, that's the most important part of all. You see, we've got to go there after each head to chalk up the score and find out how the game's going."	[274, 1456, 393, 1591]
article	[980, 603, 1099, 810]
article	[274, 378, 393, 541]
column-rule	[274, 1915, 393, 1916]
column-rule	[663, 536, 840, 537]
article-body: The following is a statement of the assets and liabilities in the estate of P. McIlroy, bookkeeper, Pemberton:—Assets—Book debts, about £200, estimated to produce £50; two acres of land at Pahiatua, on which is erected a public hall and stable, £200. Total, £250. Liabilities—Secured creditors: Barraud and Abraham £120, estimated value of security £200; unsecured creditors, Pemberton J. Burke £140, M. McIlroy £100, W. Davidson £7, J. Wilde, Hemme £40, J. Lay £3 15s; Wellington.	[403, 677, 523, 850]
